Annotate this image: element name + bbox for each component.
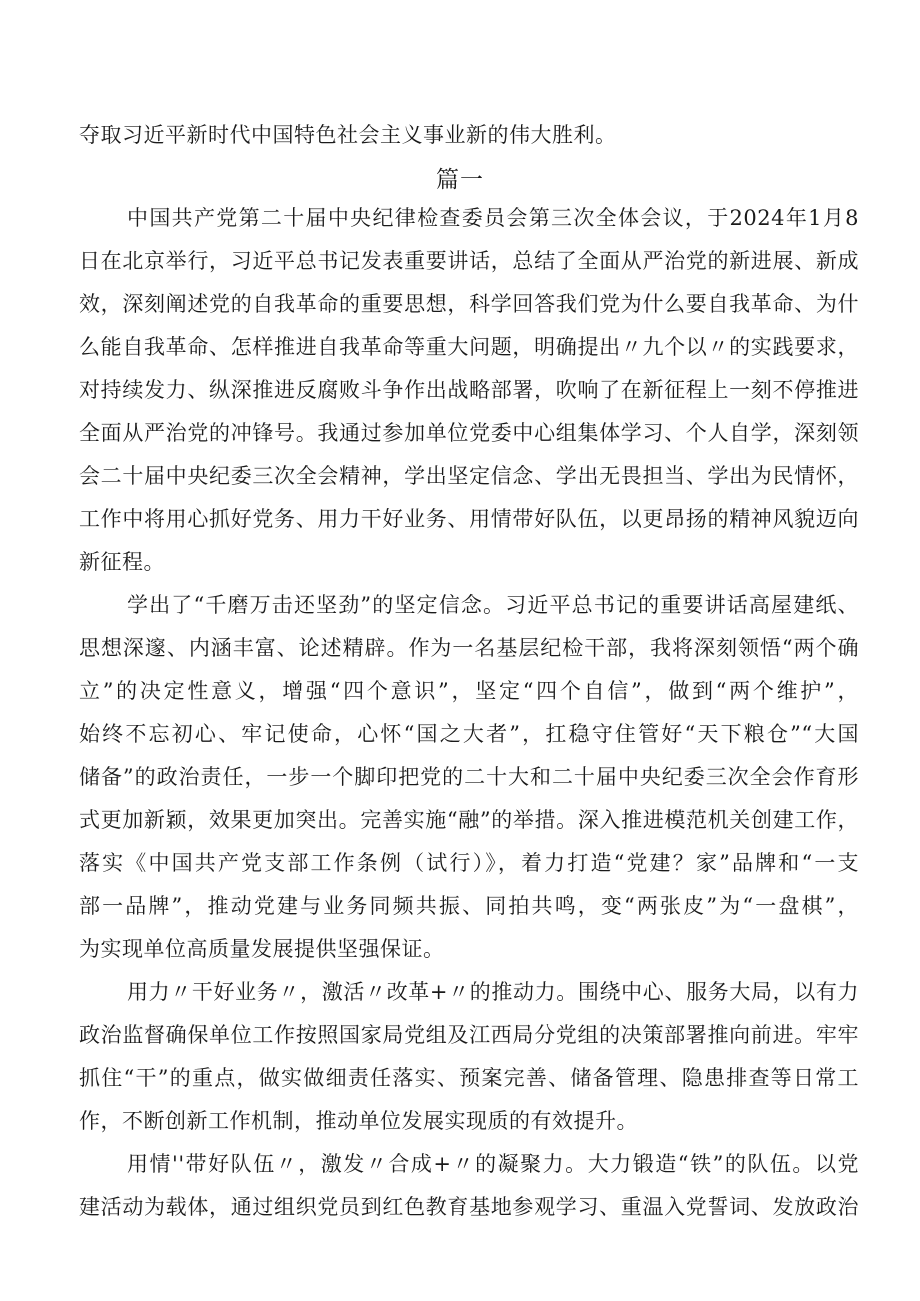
text-line: 始终不忘初心、牢记使命，心怀“国之大者”，扛稳守住管好“天下粮仓”“大国 — [79, 722, 859, 746]
text-line: 日在北京举行，习近平总书记发表重要讲话，总结了全面从严治党的新进展、新成 — [79, 249, 859, 273]
text-line: 对持续发力、纵深推进反腐败斗争作出战略部署，吹响了在新征程上一刻不停推进 — [79, 378, 859, 402]
text-line: 思想深邃、内涵丰富、论述精辟。作为一名基层纪检干部，我将深刻领悟“两个确 — [79, 636, 859, 660]
text-line: 为实现单位高质量发展提供坚强保证。 — [79, 937, 445, 961]
text-line: 部一品牌”，推动党建与业务同频共振、同拍共鸣，变“两张皮”为“一盘棋”， — [79, 894, 859, 918]
text-line: 工作中将用心抓好党务、用力干好业务、用情带好队伍，以更昂扬的精神风貌迈向 — [79, 507, 859, 531]
text-line: 中国共产党第二十届中央纪律检查委员会第三次全体会议，于2024年1月8 — [127, 206, 859, 230]
text-line: 用力〃干好业务〃，激活〃改革+〃的推动力。围绕中心、服务大局，以有力 — [127, 980, 859, 1004]
text-line: 建活动为载体，通过组织党员到红色教育基地参观学习、重温入党誓词、发放政治 — [79, 1195, 859, 1219]
text-line: 作，不断创新工作机制，推动单位发展实现质的有效提升。 — [79, 1109, 638, 1133]
text-line: 式更加新颖，效果更加突出。完善实施“融”的举措。深入推进模范机关创建工作， — [79, 808, 859, 832]
text-line: 立”的决定性意义，增强“四个意识”，坚定“四个自信”，做到“两个维护”， — [79, 679, 859, 703]
text-line: 全面从严治党的冲锋号。我通过参加单位党委中心组集体学习、个人自学，深刻领 — [79, 421, 859, 445]
text-line: 么能自我革命、怎样推进自我革命等重大问题，明确提出〃九个以〃的实践要求， — [79, 335, 859, 359]
section-heading: 篇一 — [436, 167, 484, 193]
text-line: 学出了“千磨万击还坚劲”的坚定信念。习近平总书记的重要讲话高屋建纸、 — [127, 593, 859, 617]
text-line: 夺取习近平新时代中国特色社会主义事业新的伟大胜利。 — [79, 123, 617, 147]
text-line: 会二十届中央纪委三次全会精神，学出坚定信念、学出无畏担当、学出为民情怀， — [79, 464, 859, 488]
text-line: 效，深刻阐述党的自我革命的重要思想，科学回答我们党为什么要自我革命、为什 — [79, 292, 859, 316]
text-line: 新征程。 — [79, 550, 165, 574]
text-line: 落实《中国共产党支部工作条例（试行）》，着力打造“党建？家”品牌和“一支 — [79, 851, 859, 875]
text-line: 储备”的政治责任，一步一个脚印把党的二十大和二十届中央纪委三次全会作育形 — [79, 765, 859, 789]
text-line: 用情''带好队伍〃，激发〃合成+〃的凝聚力。大力锻造“铁”的队伍。以党 — [127, 1152, 859, 1176]
text-line: 抓住“干”的重点，做实做细责任落实、预案完善、储备管理、隐患排查等日常工 — [79, 1066, 859, 1090]
text-line: 政治监督确保单位工作按照国家局党组及江西局分党组的决策部署推向前进。牢牢 — [79, 1023, 859, 1047]
